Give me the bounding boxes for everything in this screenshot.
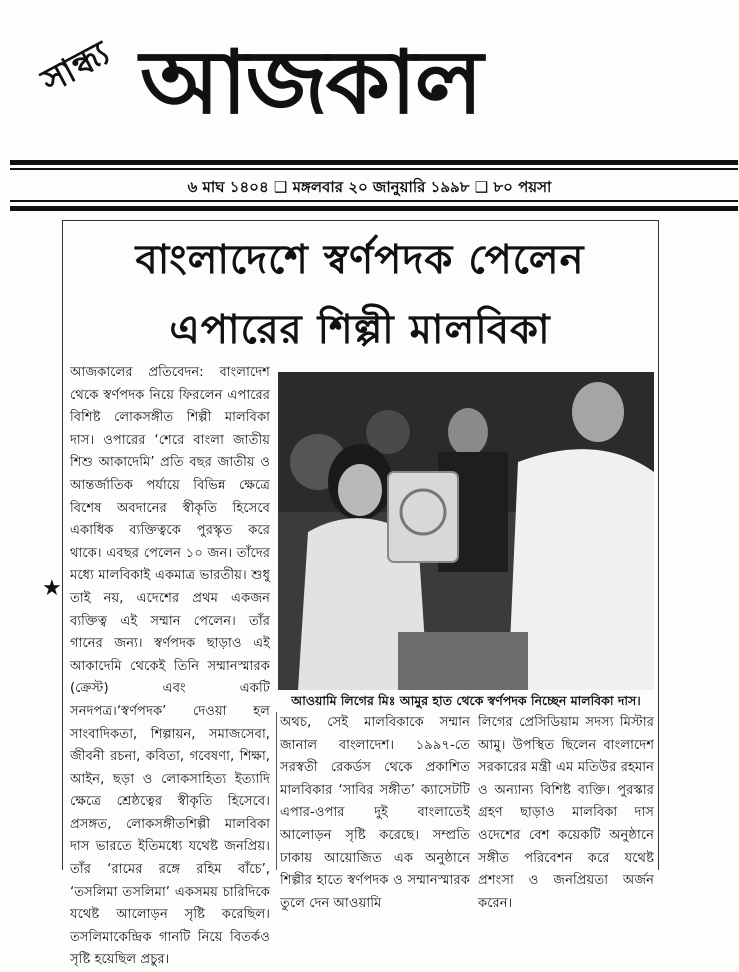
masthead <box>0 0 739 160</box>
article-column-middle <box>280 712 470 915</box>
masthead-rule-top <box>10 160 738 165</box>
dateline: ৬ মাঘ ১৪০৪ ❑ মঙ্গলবার ২০ জানুয়ারি ১৯৯৮ ❑ ৮০ পয়সা <box>187 178 552 196</box>
news-photo <box>278 372 654 690</box>
dateline-rule <box>10 200 738 202</box>
article-text-middle: অথচ, সেই মালবিকাকে সম্মান জানাল বাংলাদেশ। ১৯৯৭-তে সরস্বতী রেকর্ডস থেকে প্রকাশিত মালবিকার ‘সাবির সঙ্গীত’ ক্যাসেটটি এপার-ওপার দুই বাংলাতেই আলোড়ন সৃষ্টি করেছে। সম্প্রতি ঢাকায় আয়োজিত এক অনুষ্ঠানে শিল্পীর হাতে স্বর্ণপদক ও সম্মানস্মারক তুলে দেন আওয়ামি <box>280 715 470 911</box>
column-rule <box>276 712 277 870</box>
dateline-rule-thick <box>10 206 738 211</box>
headline-line-1: বাংলাদেশে স্বর্ণপদক পেলেন <box>135 237 585 283</box>
masthead-prefix: সান্ধ্য <box>35 32 117 102</box>
article-frame-right <box>658 220 659 870</box>
article-column-left <box>70 362 270 972</box>
article-text-left: আজকালের প্রতিবেদন: বাংলাদেশ থেকে স্বর্ণপদক নিয়ে ফিরলেন এপারের বিশিষ্ট লোকসঙ্গীত শিল্পী মালবিকা দাস। ওপারের ‘শেরে বাংলা জাতীয় শিশু আকাদেমি’ প্রতি বছর জাতীয় ও আন্তর্জাতিক পর্যায়ে বিভিন্ন ক্ষেত্রে বিশেষ অবদানের স্বীকৃতি হিসেবে একাধিক ব্যক্তিত্বকে পুরস্কৃত করে থাকে। এবছর পেলেন ১০ জন। তাঁদের মধ্যে মালবিকাই একমাত্র ভারতীয়। শুধু তাই নয়, এদেশের প্রথম একজন ব্যক্তিত্ব এই সম্মান পেলেন। তাঁর গানের জন্য। স্বর্ণপদক ছাড়াও এই আকাদেমি থেকেই তিনি সম্মানস্মারক (ক্রেস্ট) এবং একটি সনদপত্র।‘স্বর্ণপদক’ দেওয়া হল সাংবাদিকতা, শিল্পায়ন, সমাজসেবা, জীবনী রচনা, কবিতা, গবেষণা, শিক্ষা, আইন, ছড়া ও লোকসাহিত্য ইত্যাদি ক্ষেত্রে শ্রেষ্ঠত্বের স্বীকৃতি হিসেবে। প্রসঙ্গত, লোকসঙ্গীতশিল্পী মালবিকা দাস ভারতে ইতিমধ্যে যথেষ্ট জনপ্রিয়। তাঁর ‘রামের রঙ্গে রহিম বাঁচে’, ‘তসলিমা তসলিমা’ একসময় চারিদিকে যথেষ্ট আলোড়ন সৃষ্টি করেছিল। তসলিমাকেন্দ্রিক গানটি নিয়ে বিতর্কও সৃষ্টি হয়েছিল প্রচুর। <box>70 365 270 968</box>
article-column-right <box>478 712 654 915</box>
star-mark-icon: ★ <box>42 576 62 601</box>
masthead-title: আজকাল <box>140 31 482 134</box>
headline-line-2: এপারের শিল্পী মালবিকা <box>169 307 551 353</box>
masthead-rule-inner <box>10 168 738 170</box>
article-frame-top <box>62 220 658 222</box>
photo-illustration <box>278 372 654 690</box>
photo-caption: আওয়ামি লিগের মিঃ আমুর হাত থেকে স্বর্ণপদক নিচ্ছেন মালবিকা দাস। <box>291 693 641 708</box>
article-text-right: লিগের প্রেসিডিয়াম সদস্য মিস্টার আমু। উপস্থিত ছিলেন বাংলাদেশ সরকারের মন্ত্রী এম মতিউর রহমান ও অন্যান্য বিশিষ্ট ব্যক্তি। পুরস্কার গ্রহণ ছাড়াও মালবিকা দাস ওদেশের বেশ কয়েকটি অনুষ্ঠানে সঙ্গীত পরিবেশন করে যথেষ্ট প্রশংসা ও জনপ্রিয়তা অর্জন করেন। <box>478 715 654 911</box>
